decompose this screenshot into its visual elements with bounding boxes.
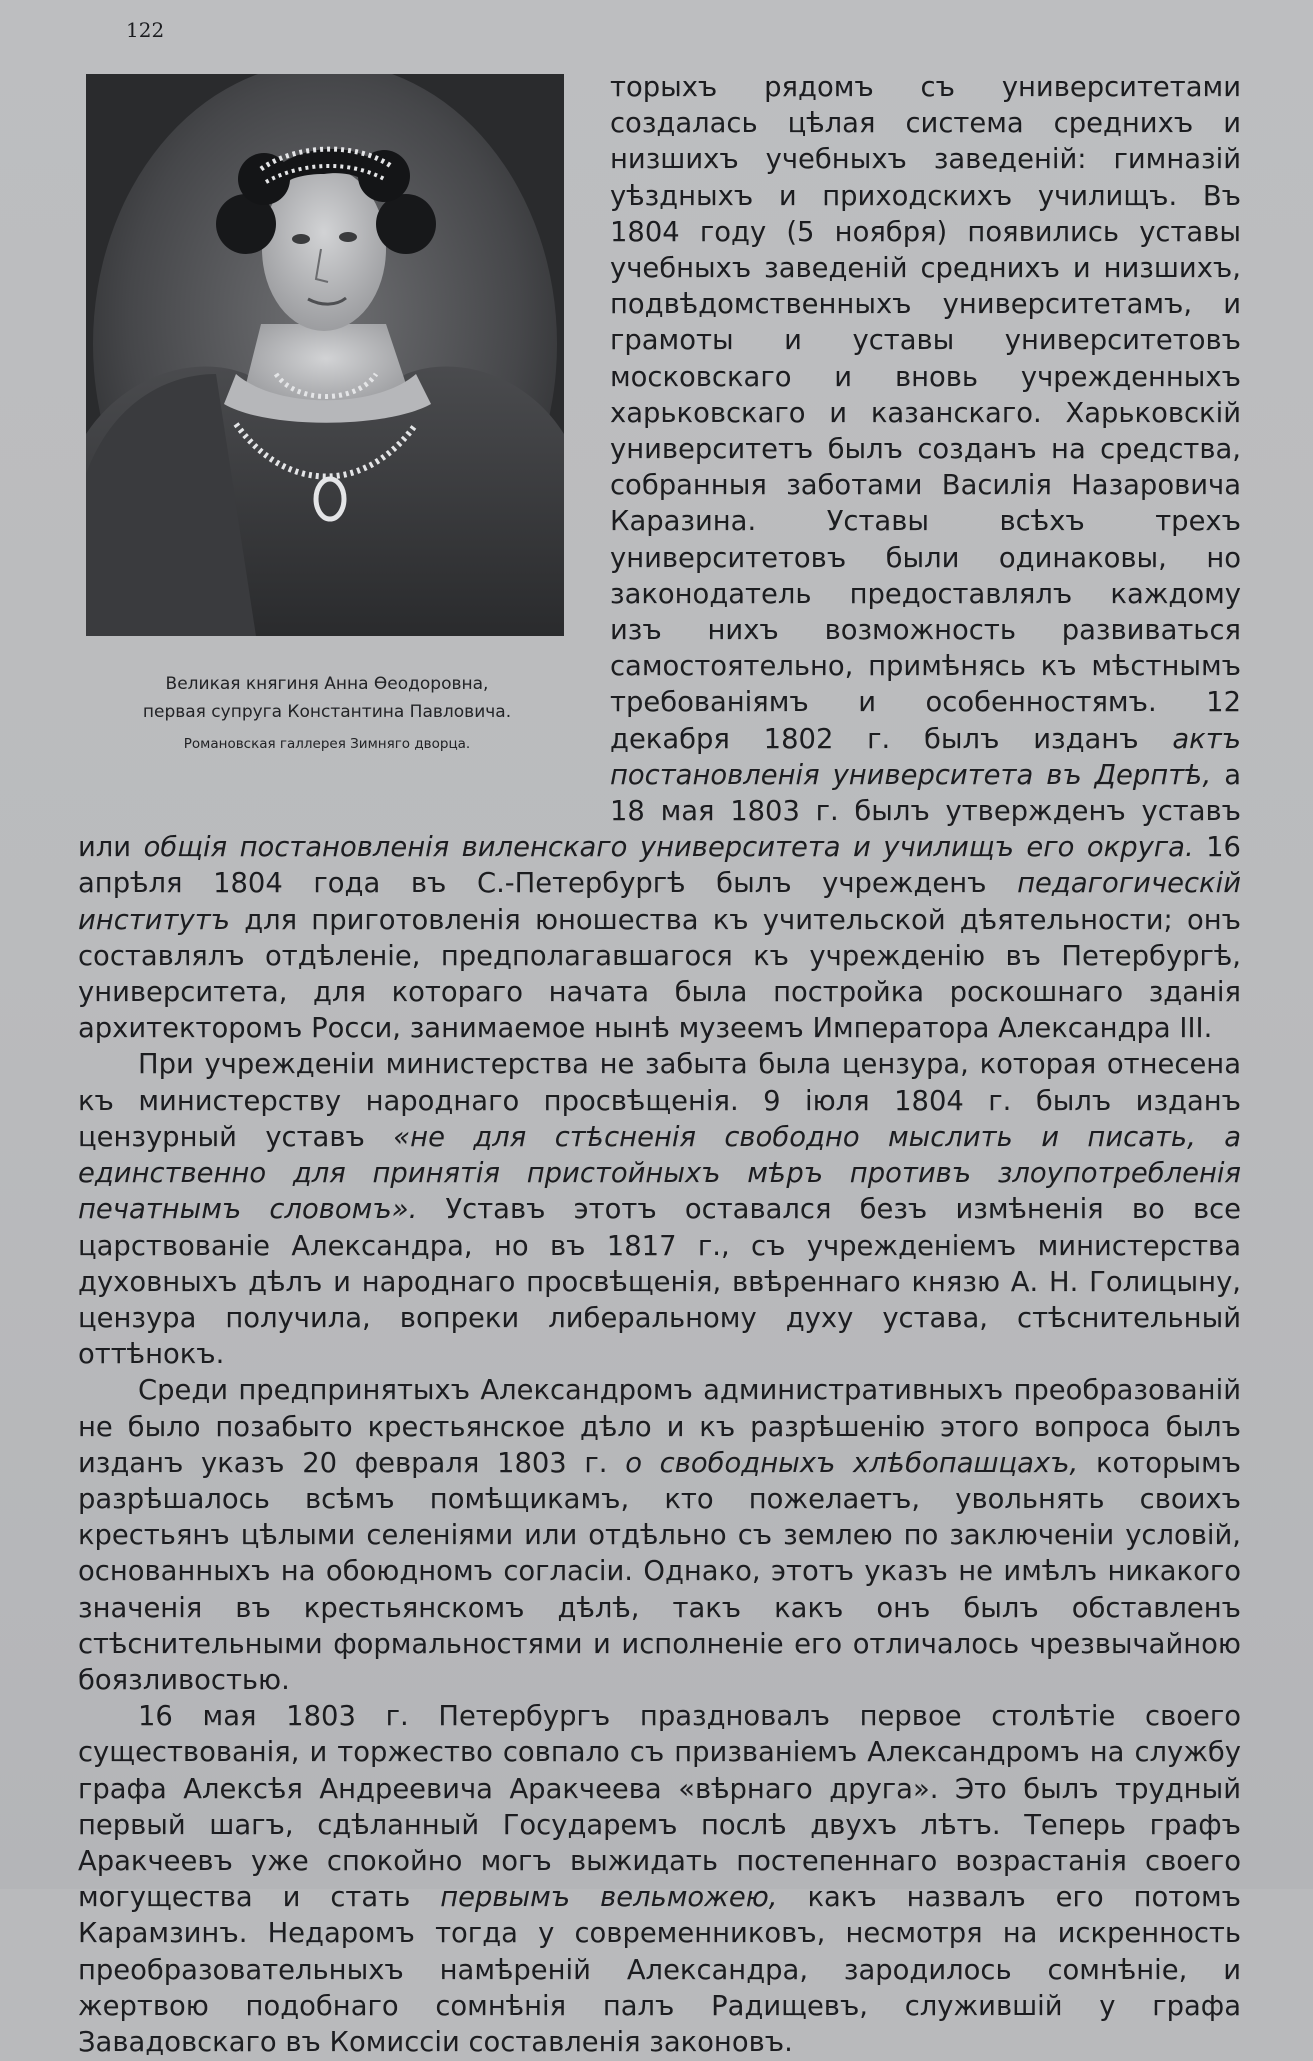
caption-line: первая супруга Константина Павловича. bbox=[142, 702, 512, 722]
italic-text: «не для стѣсненія свободно мыслить и писать, а единственно для принятія пристойныхъ мѣръ противъ злоупотребленія печатнымъ словомъ». bbox=[78, 1121, 1241, 1226]
text-run: а 18 мая 1803 г. былъ утвержденъ уставъ или bbox=[78, 759, 1241, 864]
text-run: Среди предпринятыхъ Александромъ административныхъ преобразованій не было позабыто крестьянское дѣло и къ разрѣшенію этого вопроса былъ изданъ указъ 20 февраля 1803 г. bbox=[78, 1375, 1241, 1479]
text-run: При учрежденіи министерства не забыта была цензура, которая отнесена къ министерству народнаго просвѣщенія. 9 іюля 1804 г. былъ изданъ цензурный уставъ bbox=[78, 1049, 1241, 1153]
paragraph bbox=[78, 1373, 1241, 1699]
text-run: Уставъ этотъ оставался безъ измѣненія во все царствованіе Александра, но въ 1817 г., съ учрежденіемъ министерства духовныхъ дѣлъ и народнаго просвѣщенія, ввѣреннаго князю А. Н. Голицыну, цензура получила, вопреки либеральному духу устава, стѣснительный оттѣнокъ. bbox=[78, 1194, 1241, 1371]
caption-source: Романовская галлерея Зимняго дворца. bbox=[183, 736, 471, 752]
italic-text: общія постановленія виленскаго университета и училищъ его округа. bbox=[143, 832, 1194, 864]
figure bbox=[78, 74, 576, 812]
caption-line: Великая княгиня Анна Өеодоровна, bbox=[165, 674, 489, 694]
text-run: торыхъ рядомъ съ университетами создалась цѣлая система среднихъ и низшихъ учебныхъ заведеній: гимназій уѣздныхъ и приходскихъ училищъ. Въ 1804 году (5 ноября) появились уставы учебныхъ заведеній среднихъ и низшихъ, подвѣдомственныхъ университетамъ, и грамоты и уставы университетовъ московскаго и вновь учрежденныхъ харьковскаго и казанскаго. Харьковскій университетъ былъ созданъ на средства, собранныя заботами Василія Назаровича Каразина. Уставы всѣхъ трехъ университетовъ были одинаковы, но законодатель предоставлялъ каждому изъ нихъ возможность развиваться самостоятельно, примѣнясь къ мѣстнымъ требованіямъ и особенностямъ. 12 декабря 1802 г. былъ изданъ bbox=[610, 72, 1241, 755]
italic-text: педагогическій институтъ bbox=[78, 868, 1241, 936]
page-number: 122 bbox=[126, 18, 165, 42]
figure-caption bbox=[78, 670, 576, 754]
body-text bbox=[78, 70, 1241, 2061]
portrait-illustration bbox=[86, 74, 564, 636]
text-run: 16 мая 1803 г. Петербургъ праздновалъ первое столѣтіе своего существованія, и торжество совпало съ призваніемъ Александромъ на службу графа Алексѣя Андреевича Аракчеева «вѣрнаго друга». Это былъ трудный первый шагъ, сдѣланный Государемъ послѣ двухъ лѣтъ. Теперь графъ Аракчеевъ уже спокойно могъ выжидать постепеннаго возрастанія своего могущества и стать bbox=[78, 1701, 1241, 1914]
text-run: какъ назвалъ его потомъ Карамзинъ. Недаромъ тогда у современниковъ, несмотря на искренность преобразовательныхъ намѣреній Александра, зародилось сомнѣніе, и жертвою подобнаго сомнѣнія палъ Радищевъ, служившій у графа Завадовскаго въ Комиссіи составленія законовъ. bbox=[78, 1882, 1242, 2058]
text-run: которымъ разрѣшалось всѣмъ помѣщикамъ, кто пожелаетъ, увольнять своихъ крестьянъ цѣлыми селеніями или отдѣльно съ землею по заключеніи условій, основанныхъ на обоюдномъ согласіи. Однако, этотъ указъ не имѣлъ никакого значенія въ крестьянскомъ дѣлѣ, такъ какъ онъ былъ обставленъ стѣснительными формальностями и исполненіе его отличалось чрезвычайною боязливостью. bbox=[78, 1447, 1241, 1696]
italic-text: о свободныхъ хлѣбопашцахъ, bbox=[625, 1447, 1079, 1479]
portrait-image bbox=[86, 74, 564, 636]
italic-text: первымъ вельможею, bbox=[440, 1882, 778, 1914]
paragraph bbox=[78, 70, 1241, 1047]
italic-text: актъ постановленія университета въ Дерптѣ, bbox=[610, 723, 1241, 791]
text-run: для приготовленія юношества къ учительской дѣятельности; онъ составлялъ отдѣленіе, предполагавшагося къ учрежденію въ Петербургѣ, университета, для котораго начата была постройка роскошнаго зданія архитекторомъ Росси, занимаемое нынѣ музеемъ Императора Александра III. bbox=[78, 904, 1241, 1045]
paragraph bbox=[78, 1047, 1241, 1373]
paragraph bbox=[78, 1699, 1241, 2061]
text-run: 16 апрѣля 1804 года въ С.-Петербургѣ былъ учрежденъ bbox=[78, 832, 1241, 900]
